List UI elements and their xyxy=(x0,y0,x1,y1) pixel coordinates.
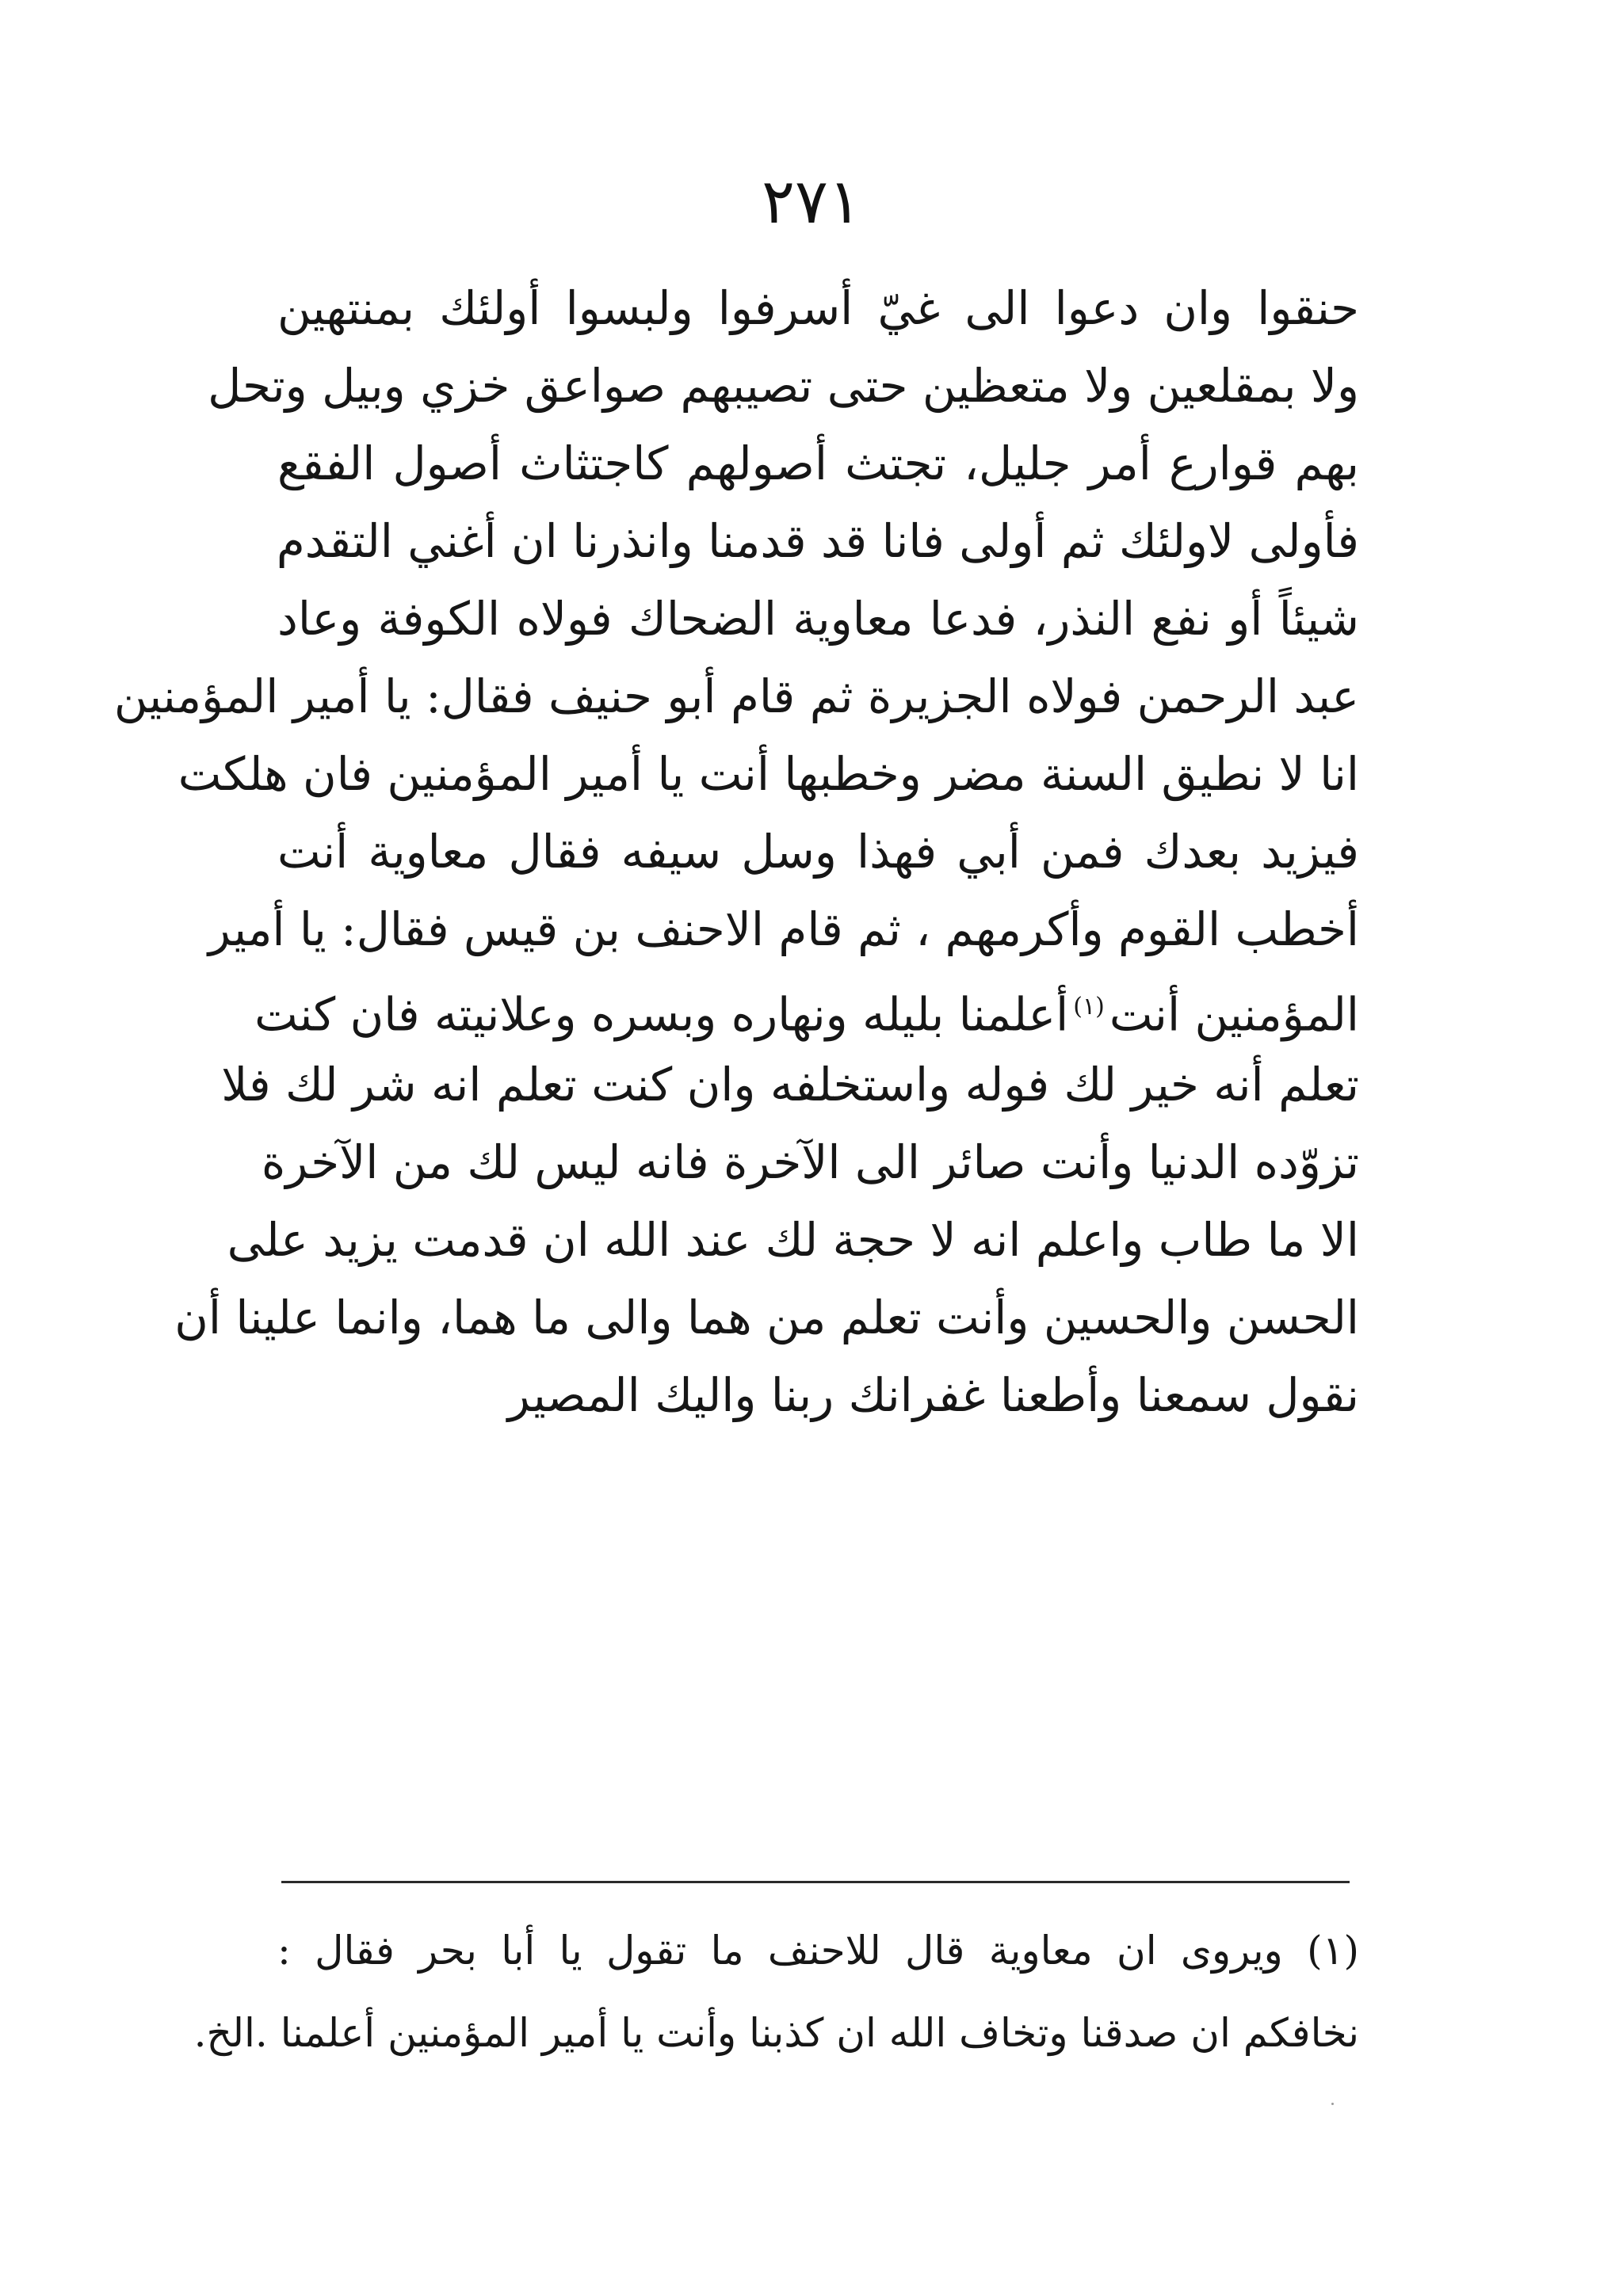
text-line: حنقوا وان دعوا الى غيّ أسرفوا ولبسوا أولئك بمنتهين xyxy=(277,281,1359,335)
footnote xyxy=(193,1909,1359,2074)
text-segment: أعلمنا بليله ونهاره وبسره وعلانيته فان كنت xyxy=(254,987,1069,1042)
footnote-line: (١) ويروى ان معاوية قال للاحنف ما تقول يا أبا بحر فقال : xyxy=(277,1928,1359,1974)
text-line: بهم قوارع أمر جليل، تجتث أصولهم كاجتثاث أصول الفقع xyxy=(277,437,1359,490)
text-line: انا لا نطيق السنة مضر وخطبها أنت يا أمير المؤمنين فان هلكت xyxy=(178,747,1359,801)
text-line: عبد الرحمن فولاه الجزيرة ثم قام أبو حنيف فقال: يا أمير المؤمنين xyxy=(113,669,1359,723)
footnote-line: نخافكم ان صدقنا وتخاف الله ان كذبنا وأنت يا أمير المؤمنين أعلمنا .الخ. xyxy=(193,2010,1359,2056)
page-number: ٢٧١ xyxy=(762,166,861,238)
text-line: تزوّده الدنيا وأنت صائر الى الآخرة فانه ليس لك من الآخرة xyxy=(261,1135,1359,1189)
text-line: تعلم أنه خير لك فوله واستخلفه وان كنت تعلم انه شر لك فلا xyxy=(221,1058,1359,1112)
text-line: فأولى لاولئك ثم أولى فانا قد قدمنا وانذرنا ان أغني التقدم xyxy=(276,514,1359,568)
text-line: نقول سمعنا وأطعنا غفرانك ربنا واليك المصير xyxy=(507,1368,1359,1422)
text-line: شيئاً أو نفع النذر، فدعا معاوية الضحاك فولاه الكوفة وعاد xyxy=(277,592,1359,646)
text-line: الا ما طاب واعلم انه لا حجة لك عند الله ان قدمت يزيد على xyxy=(227,1213,1359,1267)
text-line: أخطب القوم وأكرمهم ، ثم قام الاحنف بن قيس فقال: يا أمير xyxy=(208,902,1359,956)
body-text xyxy=(113,269,1359,1434)
scan-speck xyxy=(1331,2103,1334,2105)
footnote-divider xyxy=(281,1881,1350,1883)
text-line: ولا بمقلعين ولا متعظين حتى تصيبهم صواعق خزي وبيل وتحل xyxy=(208,359,1359,413)
text-line-with-footnote xyxy=(254,968,1359,1046)
footnote-marker: (١) xyxy=(1073,993,1105,1020)
text-line: الحسن والحسين وأنت تعلم من هما والى ما هما، وانما علينا أن xyxy=(174,1291,1359,1344)
text-line: فيزيد بعدك فمن أبي فهذا وسل سيفه فقال معاوية أنت xyxy=(277,825,1359,879)
text-segment: المؤمنين أنت xyxy=(1109,987,1359,1042)
